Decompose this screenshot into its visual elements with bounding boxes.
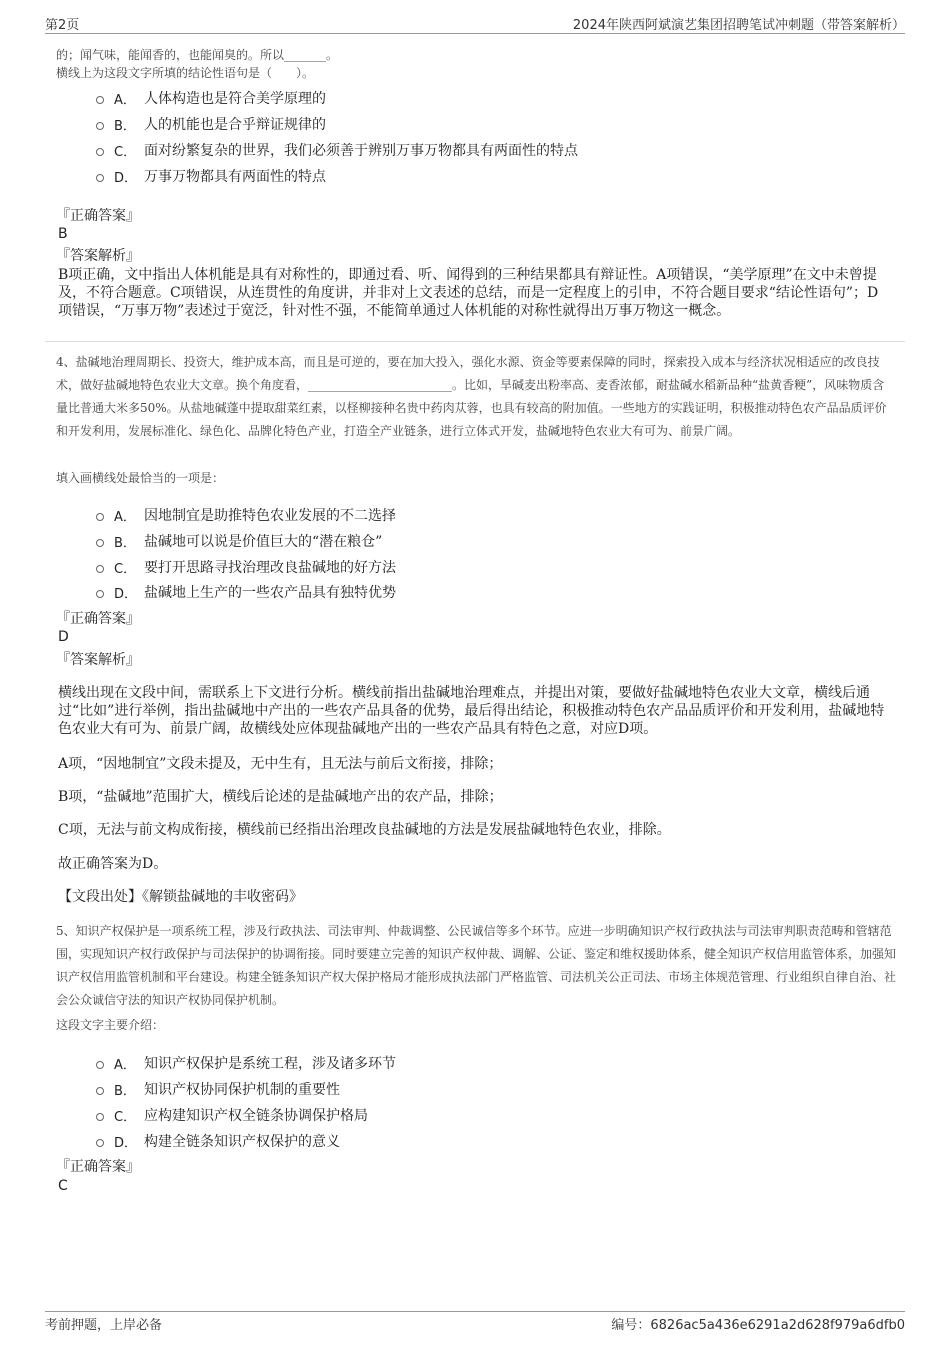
q4-passage: 4、盐碱地治理周期长、投资大，维护成本高，而且是可逆的，要在加大投入，强化水源、资金等要素保障的同时，探索投入成本与经济状况相适应的改良技术，做好盐碱地特色农业大文章。换个角度看，________________________。比如，旱碱麦出粉率高、麦香浓郁，耐盐碱水稻新品种“盐黄香粳”，风味物质含量比普通大米多50%。从盐地碱蓬中提取甜菜红素，以柽柳接种名贵中药肉苁蓉，也具有较高的附加值。一些地方的实践证明，积极推动特色农产品品质评价和开发利用，发展标准化、绿色化、品牌化特色产业，打造全产业链条，进行立体式开发，盐碱地特色农业大有可为、前景广阔。 [56, 355, 887, 438]
q5-option-c[interactable]: C． 应构建知识产权全链条协调保护格局 [96, 1105, 368, 1125]
q3-analysis-label: 『答案解析』 [56, 248, 140, 264]
q5-answer: C [58, 1178, 68, 1194]
q3-answer-label: 『正确答案』 [56, 208, 140, 224]
q4-analysis-label: 『答案解析』 [56, 652, 140, 668]
q3-option-b[interactable]: B． 人的机能也是合乎辩证规律的 [96, 114, 326, 134]
q4-source: 【文段出处】《解锁盐碱地的丰收密码》 [58, 889, 303, 905]
q4-option-a[interactable]: A． 因地制宜是助推特色农业发展的不二选择 [96, 505, 396, 525]
q5-option-b[interactable]: B． 知识产权协同保护机制的重要性 [96, 1079, 340, 1099]
q5-answer-label: 『正确答案』 [56, 1159, 140, 1175]
document-title: 2024年陕西阿斌演艺集团招聘笔试冲刺题（带答案解析） [572, 18, 905, 33]
radio-icon[interactable] [96, 565, 104, 573]
q4-conclusion: 故正确答案为D。 [58, 856, 168, 872]
q3-option-d[interactable]: D． 万事万物都具有两面性的特点 [96, 166, 326, 186]
q4-option-d[interactable]: D． 盐碱地上生产的一些农产品具有独特优势 [96, 582, 396, 602]
radio-icon[interactable] [96, 539, 104, 547]
q4-answer-label: 『正确答案』 [56, 611, 140, 627]
q4-analysis-b: B项，“盐碱地”范围扩大，横线后论述的是盐碱地产出的农产品，排除； [58, 789, 503, 805]
q4-prompt: 填入画横线处最恰当的一项是： [56, 471, 225, 485]
q5-option-d[interactable]: D． 构建全链条知识产权保护的意义 [96, 1131, 340, 1151]
footer-doc-id: 编号：6826ac5a436e6291a2d628f979a6dfb0 [611, 1318, 905, 1333]
page-number: 第2页 [45, 18, 80, 33]
q4-option-b[interactable]: B． 盐碱地可以说是价值巨大的“潜在粮仓” [96, 531, 382, 551]
radio-icon[interactable] [96, 1139, 104, 1147]
q4-option-c[interactable]: C． 要打开思路寻找治理改良盐碱地的好方法 [96, 557, 396, 577]
radio-icon[interactable] [96, 1087, 104, 1095]
q4-analysis-main: 横线出现在文段中间，需联系上下文进行分析。横线前指出盐碱地治理难点，并提出对策，要做好盐碱地特色农业大文章，横线后通过“比如”进行举例，指出盐碱地中产出的一些农产品具备的优势，最后得出结论，积极推动特色农产品品质评价和开发利用，盐碱地特色农业大有可为、前景广阔，故横线处应体现盐碱地产出的一些农产品具有特色之意，对应D项。 [58, 685, 885, 737]
q3-text-tail: 的；闻气味，能闻香的，也能闻臭的。所以_______。 [56, 48, 339, 62]
radio-icon[interactable] [96, 1061, 104, 1069]
radio-icon[interactable] [96, 96, 104, 104]
q5-prompt: 这段文字主要介绍： [56, 1018, 165, 1032]
radio-icon[interactable] [96, 122, 104, 130]
q4-answer: D [58, 629, 69, 645]
q3-option-a[interactable]: A． 人体构造也是符合美学原理的 [96, 88, 326, 108]
q3-option-c[interactable]: C． 面对纷繁复杂的世界，我们必须善于辨别万事万物都具有两面性的特点 [96, 140, 578, 160]
radio-icon[interactable] [96, 590, 104, 598]
radio-icon[interactable] [96, 148, 104, 156]
q5-option-a[interactable]: A． 知识产权保护是系统工程，涉及诸多环节 [96, 1053, 396, 1073]
footer-slogan: 考前押题，上岸必备 [45, 1318, 163, 1333]
q3-answer: B [58, 226, 68, 242]
header-rule [45, 33, 905, 34]
radio-icon[interactable] [96, 1113, 104, 1121]
q5-passage: 5、知识产权保护是一项系统工程，涉及行政执法、司法审判、仲裁调整、公民诚信等多个环节。应进一步明确知识产权行政执法与司法审判职责范畴和管辖范围，实现知识产权行政保护与司法保护的协调衔接。同时要建立完善的知识产权仲裁、调解、公证、鉴定和维权援助体系，健全知识产权信用监管体系，加强知识产权信用监管机制和平台建设。构建全链条知识产权大保护格局才能形成执法部门严格监管、司法机关公正司法、市场主体规范管理、行业组织自律自治、社会公众诚信守法的知识产权协同保护机制。 [56, 924, 897, 1007]
radio-icon[interactable] [96, 513, 104, 521]
q3-analysis: B项正确，文中指出人体机能是具有对称性的，即通过看、听、闻得到的三种结果都具有辩证性。A项错误，“美学原理”在文中未曾提及，不符合题意。C项错误，从连贯性的角度讲，并非对上文表述的总结，而是一定程度上的引申，不符合题目要求“结论性语句”；D项错误，“万事万物”表述过于宽泛，针对性不强，不能简单通过人体机能的对称性就得出万事万物这一概念。 [58, 267, 879, 319]
radio-icon[interactable] [96, 174, 104, 182]
footer-rule [45, 1311, 905, 1312]
q3-prompt: 横线上为这段文字所填的结论性语句是（ ）。 [56, 66, 315, 80]
section-divider [45, 341, 905, 342]
q4-analysis-c: C项，无法与前文构成衔接，横线前已经指出治理改良盐碱地的方法是发展盐碱地特色农业，排除。 [58, 822, 671, 838]
q4-analysis-a: A项，“因地制宜”文段未提及，无中生有，且无法与前后文衔接，排除； [58, 756, 503, 772]
